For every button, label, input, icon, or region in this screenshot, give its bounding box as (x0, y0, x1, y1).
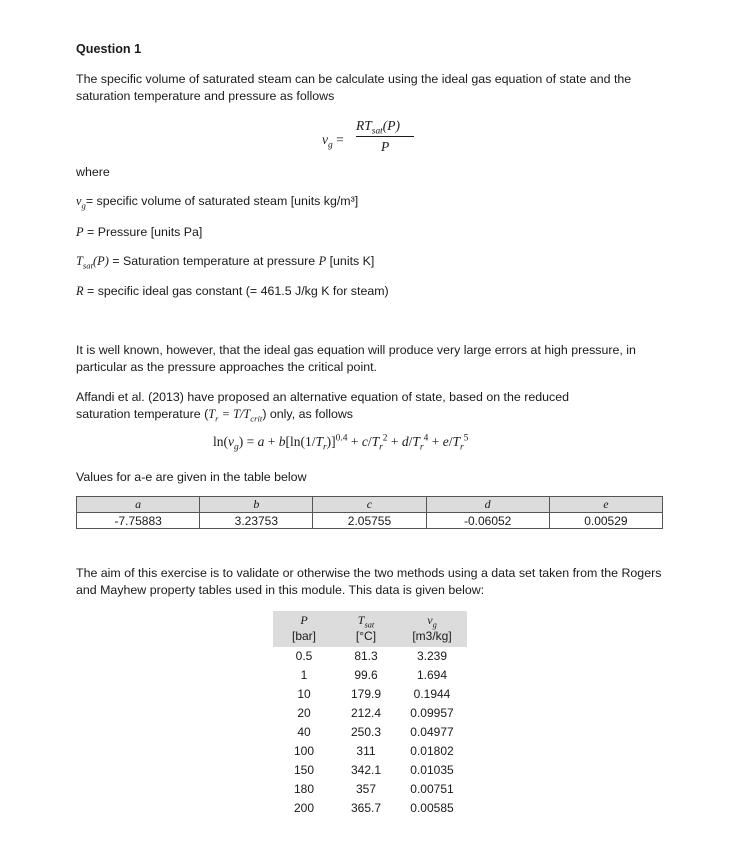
coef-value-a: -7.75883 (77, 513, 200, 529)
vg-cell: 0.00585 (410, 801, 454, 815)
vg-cell: 0.1944 (413, 687, 451, 701)
equation-lhs: $v_g$ = (322, 132, 344, 151)
tsat-cell: 81.3 (354, 649, 378, 663)
tsat-cell: 357 (355, 782, 377, 796)
vg-cell: 3.239 (416, 649, 448, 663)
steam-table-header (273, 611, 467, 647)
pressure-cell: 0.5 (295, 649, 313, 663)
definition-vg: $v_g=$ specific volume of saturated steam [units kg/m³] (76, 194, 359, 211)
header-vg-unit: [m3/kg] (412, 629, 452, 643)
vg-cell: 0.04977 (410, 725, 454, 739)
table-row (273, 742, 467, 761)
pressure-cell: 1 (300, 668, 308, 682)
pressure-cell: 100 (293, 744, 315, 758)
definition-p: P = Pressure [units Pa] (76, 225, 203, 239)
errors-paragraph: It is well known, however, that the ideal gas equation will produce very large errors at high pressure, in particular as the pressure approaches the critical point. (76, 343, 636, 374)
coefficient-value-row (77, 513, 663, 529)
definition-tsat: $T_{sat}(P)$ = Saturation temperature at pressure P [units K] (76, 254, 375, 271)
where-label: where (76, 165, 110, 179)
affandi-equation: $\ln(v_g) = a + b[\ln(1/T_r)]^{0.4} + c/T_r^2 + d/T_r^4 + e/T_r^5$ (213, 433, 469, 453)
pressure-cell: 40 (297, 725, 311, 739)
table-row (273, 647, 467, 666)
fraction-bar (356, 136, 414, 137)
tsat-cell: 342.1 (350, 763, 382, 777)
coef-header-a: a (77, 497, 200, 513)
table-row (273, 666, 467, 685)
vg-cell: 0.01802 (410, 744, 454, 758)
table-row (273, 780, 467, 799)
intro-paragraph: The specific volume of saturated steam can be calculate using the ideal gas equation of state and the saturation temperature and pressure as follows (76, 72, 632, 103)
header-tsat-unit: [°C] (355, 629, 377, 643)
table-row (273, 799, 467, 818)
vg-cell: 0.09957 (410, 706, 454, 720)
equation-denominator: P (381, 139, 390, 154)
pressure-cell: 200 (293, 801, 315, 815)
question-title: Question 1 (76, 42, 142, 56)
reduced-temperature-expression: $T_r = T/T_{crit}$ (208, 407, 263, 424)
vg-cell: 1.694 (416, 668, 448, 682)
tsat-cell: 99.6 (354, 668, 378, 682)
tsat-cell: 311 (356, 744, 376, 758)
tsat-cell: 212.4 (350, 706, 382, 720)
coefficient-table (76, 496, 663, 529)
vg-cell: 0.00751 (410, 782, 454, 796)
steam-data-table (273, 611, 467, 818)
affandi-line-2: saturation temperature $(T_r = T/T_{crit})$ only, as follows (76, 407, 353, 424)
vg-cell: 0.01035 (410, 763, 454, 777)
definition-r: R = specific ideal gas constant (= 461.5 J/kg K for steam) (76, 284, 389, 298)
aim-paragraph: The aim of this exercise is to validate or otherwise the two methods using a data set taken from the Rogers and Mayhew property tables used in this module. This data is given below: (76, 566, 662, 597)
coef-value-e: 0.00529 (549, 513, 662, 529)
coef-value-d: -0.06052 (426, 513, 549, 529)
table-row (273, 704, 467, 723)
affandi-line-1: Affandi et al. (2013) have proposed an alternative equation of state, based on the reduced (76, 390, 569, 404)
pressure-cell: 150 (293, 763, 315, 777)
header-p-symbol: P (300, 613, 308, 627)
coef-header-e: e (549, 497, 662, 513)
table-row (273, 761, 467, 780)
coef-value-b: 3.23753 (200, 513, 313, 529)
equation-numerator: $RT_{sat}(P)$ (356, 118, 401, 137)
header-tsat-symbol: $T_{sat}$ (357, 613, 375, 630)
tsat-cell: 250.3 (350, 725, 382, 739)
tsat-cell: 179.9 (350, 687, 382, 701)
header-p-unit: [bar] (291, 629, 316, 643)
pressure-cell: 180 (293, 782, 315, 796)
table-row (273, 685, 467, 704)
pressure-cell: 20 (297, 706, 311, 720)
pressure-cell: 10 (297, 687, 311, 701)
coef-value-c: 2.05755 (313, 513, 426, 529)
table-row (273, 723, 467, 742)
values-caption: Values for a-e are given in the table below (76, 470, 307, 484)
header-vg-symbol: $v_g$ (427, 613, 437, 630)
coefficient-header-row (77, 497, 663, 513)
coef-header-b: b (200, 497, 313, 513)
tsat-cell: 365.7 (350, 801, 382, 815)
coef-header-c: c (313, 497, 426, 513)
coef-header-d: d (426, 497, 549, 513)
